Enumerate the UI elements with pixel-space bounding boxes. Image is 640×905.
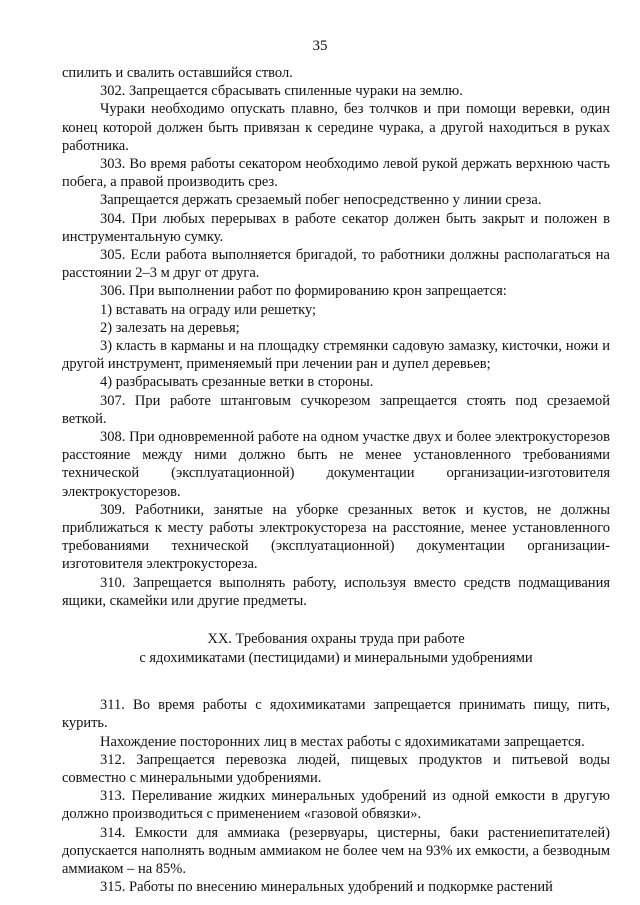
paragraph: спилить и свалить оставшийся ствол. <box>62 65 293 81</box>
section-heading-line-2: с ядохимикатами (пестицидами) и минеральными удобрениями <box>139 650 533 667</box>
paragraph: Запрещается держать срезаемый побег непосредственно у линии среза. <box>100 192 542 209</box>
paragraph: 312. Запрещается перевозка людей, пищевых продуктов и питьевой воды совместно с минеральными удобрениями. <box>62 751 610 786</box>
paragraph: 311. Во время работы с ядохимикатами запрещается принимать пищу, пить, курить. <box>62 697 610 732</box>
section-heading <box>62 630 610 668</box>
paragraph: 2) залезать на деревья; <box>100 319 240 336</box>
paragraph: 1) вставать на ограду или решетку; <box>100 301 317 318</box>
paragraph: Нахождение посторонних лиц в местах работы с ядохимикатами запрещается. <box>100 733 585 750</box>
paragraph: 309. Работники, занятые на уборке срезанных веток и кустов, не должны приближаться к месту работы электрокустореза на расстояние, менее установленного требованиями технической (эксплуатационной) документации организации-изготовителя электрокустореза. <box>62 501 610 573</box>
paragraph: 3) класть в карманы и на площадку стремянки садовую замазку, кисточки, ножи и другой инструмент, применяемый при лечении ран и дупел деревьев; <box>62 338 610 373</box>
document-body <box>62 64 610 896</box>
paragraph: 304. При любых перерывах в работе секатор должен быть закрыт и положен в инструментальную сумку. <box>62 210 610 245</box>
paragraph: 310. Запрещается выполнять работу, используя вместо средств подмащивания ящики, скамейки или другие предметы. <box>62 574 610 609</box>
paragraph: 4) разбрасывать срезанные ветки в стороны. <box>100 374 374 391</box>
section-heading-line-1: XX. Требования охраны труда при работе <box>207 631 465 648</box>
paragraph: 313. Переливание жидких минеральных удобрений из одной емкости в другую должно производиться с применением «газовой обвязки». <box>62 788 610 823</box>
paragraph: 314. Емкости для аммиака (резервуары, цистерны, баки растениепитателей) допускается наполнять водным аммиаком не более чем на 93% их емкости, а безводным аммиаком – на 85%. <box>62 824 610 877</box>
paragraph: 302. Запрещается сбрасывать спиленные чураки на землю. <box>100 83 463 100</box>
paragraph: Чураки необходимо опускать плавно, без толчков и при помощи веревки, один конец которой должен быть привязан к середине чурака, а другой находиться в руках работника. <box>62 101 610 154</box>
paragraph: 306. При выполнении работ по формированию крон запрещается: <box>100 283 507 300</box>
paragraph: 315. Работы по внесению минеральных удобрений и подкормке растений <box>100 879 553 896</box>
paragraphs-bottom <box>62 696 610 896</box>
paragraph: 307. При работе штанговым сучкорезом запрещается стоять под срезаемой веткой. <box>62 392 610 427</box>
paragraphs-top <box>62 64 610 610</box>
paragraph: 308. При одновременной работе на одном участке двух и более электрокусторезов расстояние между ними должно быть не менее установленного требованиями технической (эксплуатационной) документации организации-изготовителя электрокусторезов. <box>62 429 610 500</box>
paragraph: 305. Если работа выполняется бригадой, то работники должны располагаться на расстоянии 2–3 м друг от друга. <box>62 247 610 282</box>
page-number: 35 <box>312 38 328 54</box>
paragraph: 303. Во время работы секатором необходимо левой рукой держать верхнюю часть побега, а правой производить срез. <box>62 156 610 191</box>
